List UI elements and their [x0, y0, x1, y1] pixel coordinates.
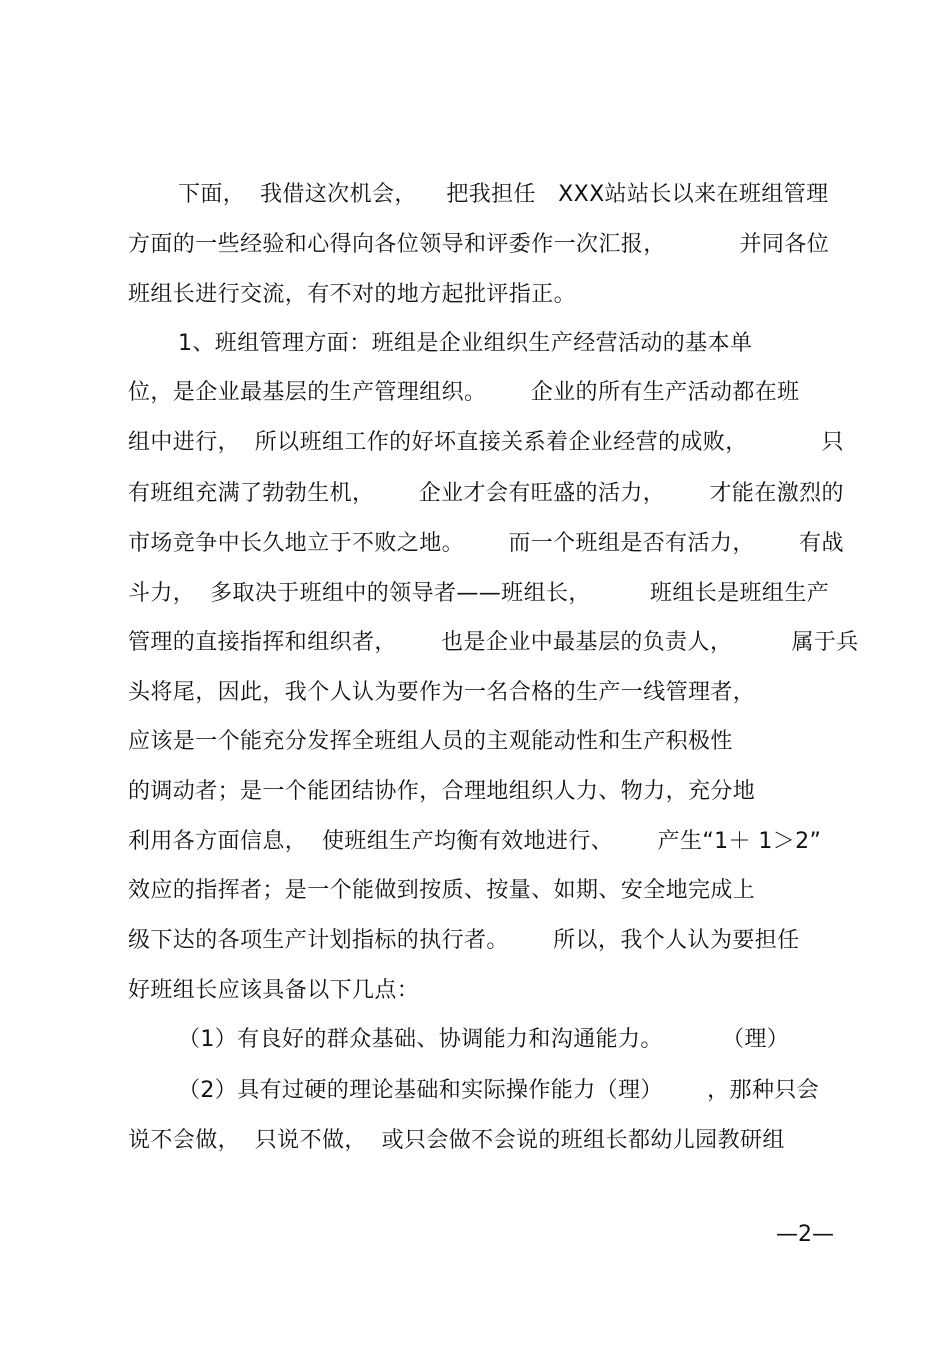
paragraph-line: 好班组长应该具备以下几点：: [128, 978, 420, 1003]
paragraph-line: 利用各方面信息， 使班组生产均衡有效地进行、 产生“1＋ 1＞2”: [128, 829, 822, 854]
paragraph-line: 说不会做， 只说不做， 或只会做不会说的班组长都幼儿园教研组: [128, 1128, 785, 1153]
paragraph-line: 管理的直接指挥和组织者， 也是企业中最基层的负责人， 属于兵: [128, 630, 859, 655]
list-item-line: （2）具有过硬的理论基础和实际操作能力（理） ，那种只会: [178, 1078, 820, 1103]
paragraph-line: 市场竞争中长久地立于不败之地。 而一个班组是否有活力， 有战: [128, 531, 844, 556]
paragraph-line: 应该是一个能充分发挥全班组人员的主观能动性和生产积极性: [128, 729, 733, 754]
paragraph-line: 组中进行， 所以班组工作的好坏直接关系着企业经营的成败， 只: [128, 430, 844, 455]
list-item-line: （1）有良好的群众基础、协调能力和沟通能力。 （理）: [178, 1027, 790, 1052]
paragraph-line: 有班组充满了勃勃生机， 企业才会有旺盛的活力， 才能在激烈的: [128, 481, 844, 506]
paragraph-line: 方面的一些经验和心得向各位领导和评委作一次汇报， 并同各位: [128, 232, 830, 257]
paragraph-line: 的调动者；是一个能团结协作，合理地组织人力、物力，充分地: [128, 779, 756, 804]
paragraph-line: 位，是企业最基层的生产管理组织。 企业的所有生产活动都在班: [128, 380, 800, 405]
paragraph-line: 1、班组管理方面：班组是企业组织生产经营活动的基本单: [178, 331, 753, 356]
paragraph-line: 级下达的各项生产计划指标的执行者。 所以，我个人认为要担任: [128, 928, 800, 953]
paragraph-line: 下面， 我借这次机会， 把我担任 XXX站站长以来在班组管理: [178, 182, 829, 207]
paragraph-line: 头将尾，因此，我个人认为要作为一名合格的生产一线管理者，: [128, 680, 756, 705]
paragraph-line: 斗力， 多取决于班组中的领导者——班组长， 班组长是班组生产: [128, 581, 830, 606]
page-number: —2—: [776, 1222, 834, 1247]
paragraph-line: 效应的指挥者；是一个能做到按质、按量、如期、安全地完成上: [128, 878, 756, 903]
paragraph-line: 班组长进行交流，有不对的地方起批评指正。: [128, 282, 577, 307]
